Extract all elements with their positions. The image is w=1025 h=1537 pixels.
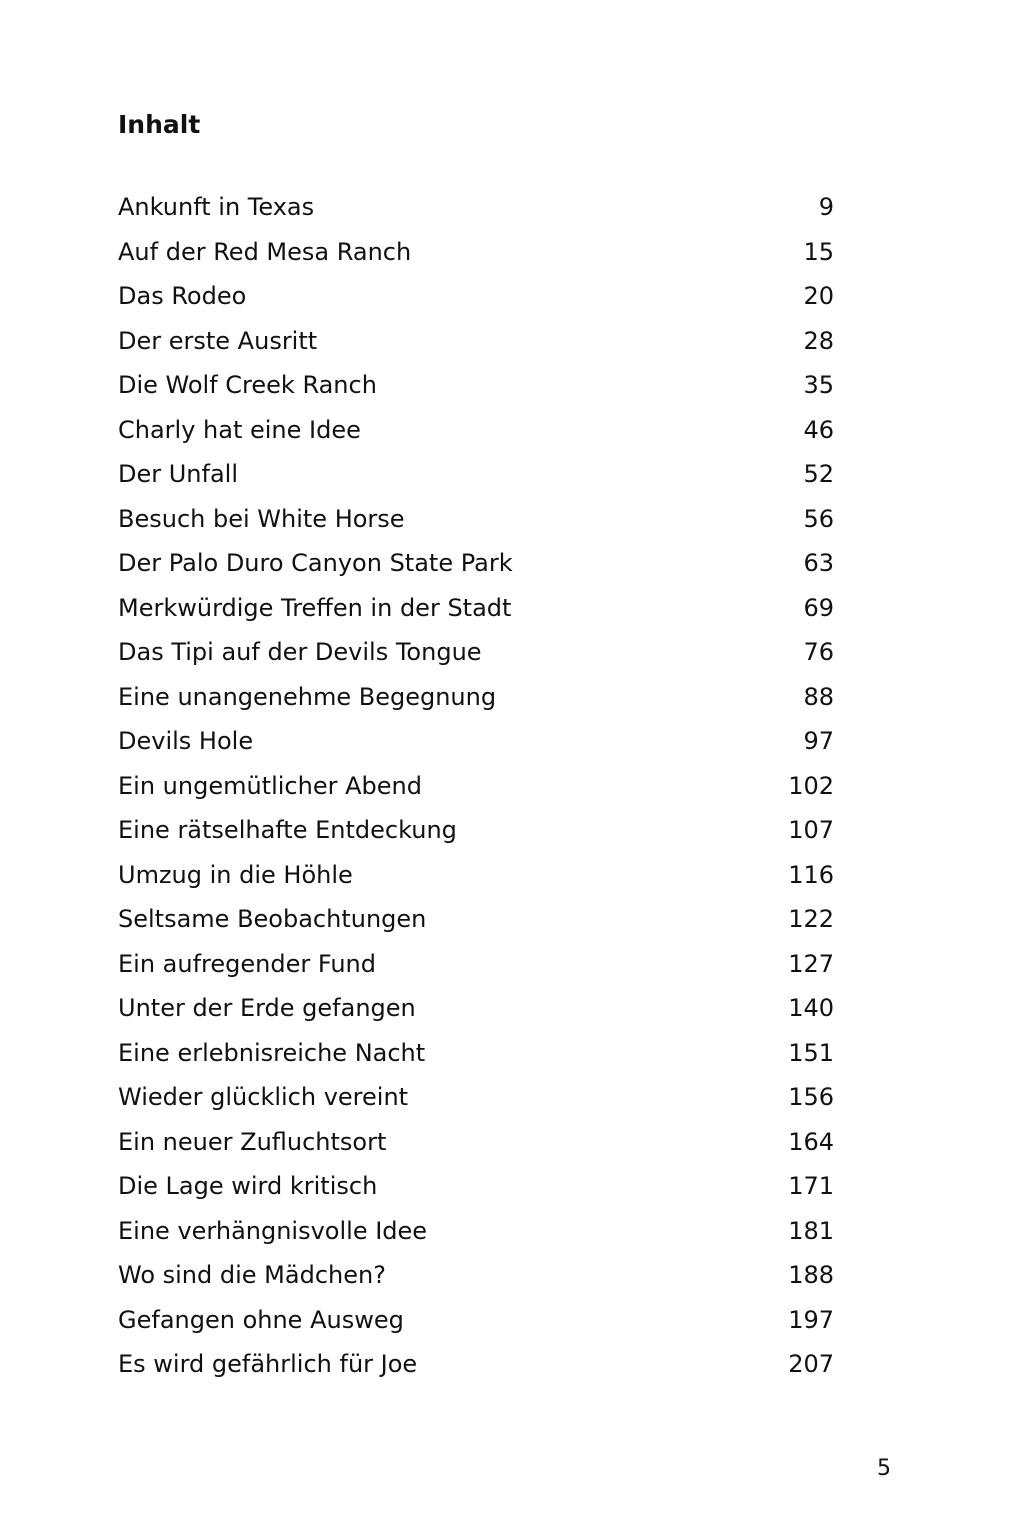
toc-entry-page: 122 <box>788 905 834 933</box>
toc-entry-title: Das Rodeo <box>118 282 247 310</box>
toc-entry-page: 188 <box>788 1261 834 1289</box>
toc-entry-page: 140 <box>788 994 834 1022</box>
toc-entry <box>118 1078 834 1123</box>
toc-entry <box>118 1034 834 1079</box>
toc-entry-title: Eine erlebnisreiche Nacht <box>118 1038 426 1067</box>
toc-entry-title: Die Lage wird kritisch <box>118 1172 378 1200</box>
toc-entry-page: 28 <box>803 326 834 355</box>
toc-entry <box>118 1301 834 1346</box>
toc-entry-page: 107 <box>788 816 834 844</box>
toc-entry-page: 116 <box>788 860 834 889</box>
toc-entry-page: 69 <box>803 593 834 622</box>
toc-entry-page: 97 <box>803 727 834 755</box>
toc-entry <box>118 544 834 589</box>
toc-heading: Inhalt <box>118 110 201 139</box>
toc-entry <box>118 455 834 500</box>
toc-entry <box>118 1123 834 1168</box>
toc-entry-title: Wieder glücklich vereint <box>118 1083 409 1111</box>
toc-entry-title: Seltsame Beobachtungen <box>118 905 427 933</box>
toc-entry-title: Der Unfall <box>118 460 239 488</box>
toc-entry-title: Auf der Red Mesa Ranch <box>118 237 412 266</box>
toc-entry <box>118 188 834 233</box>
toc-entry-page: 156 <box>788 1083 834 1111</box>
toc-entry <box>118 322 834 367</box>
toc-entry-title: Wo sind die Mädchen? <box>118 1261 386 1289</box>
toc-entry <box>118 411 834 456</box>
toc-entry-page: 164 <box>788 1127 834 1156</box>
toc-entry-page: 56 <box>803 504 834 533</box>
toc-entry-title: Ankunft in Texas <box>118 193 315 221</box>
toc-entry <box>118 900 834 945</box>
toc-entry <box>118 500 834 545</box>
toc-entry-page: 197 <box>788 1305 834 1334</box>
toc-entry-page: 207 <box>788 1350 834 1378</box>
page-number: 5 <box>877 1456 891 1481</box>
toc-entry-title: Eine rätselhafte Entdeckung <box>118 816 457 844</box>
toc-entry-page: 102 <box>788 771 834 800</box>
toc-entry <box>118 277 834 322</box>
toc-entry-page: 171 <box>788 1172 834 1200</box>
toc-entry-title: Merkwürdige Treffen in der Stadt <box>118 593 512 622</box>
toc-entry-title: Ein aufregender Fund <box>118 949 376 978</box>
toc-entry-page: 151 <box>788 1038 834 1067</box>
toc-entry-page: 88 <box>803 682 834 711</box>
toc-entry-page: 76 <box>803 638 834 666</box>
toc-entry <box>118 1212 834 1257</box>
toc-entry-title: Ein neuer Zufluchtsort <box>118 1127 387 1156</box>
toc-entry-title: Der Palo Duro Canyon State Park <box>118 549 513 577</box>
toc-entry <box>118 811 834 856</box>
toc-entry-title: Devils Hole <box>118 727 254 755</box>
toc-entry-page: 9 <box>818 193 834 221</box>
toc-entry-title: Die Wolf Creek Ranch <box>118 371 377 399</box>
toc-entry-page: 63 <box>803 549 834 577</box>
toc-entry-title: Ein ungemütlicher Abend <box>118 771 422 800</box>
toc-entry-title: Charly hat eine Idee <box>118 415 361 444</box>
toc-entry-title: Besuch bei White Horse <box>118 504 405 533</box>
toc-entry <box>118 1167 834 1212</box>
toc-entry <box>118 633 834 678</box>
toc-entry-page: 20 <box>803 282 834 310</box>
toc-entry-page: 35 <box>803 371 834 399</box>
toc-entry-page: 127 <box>788 949 834 978</box>
toc-entry <box>118 722 834 767</box>
toc-entry-title: Es wird gefährlich für Joe <box>118 1350 418 1378</box>
toc-entry-title: Unter der Erde gefangen <box>118 994 416 1022</box>
toc-entry-title: Umzug in die Höhle <box>118 860 353 889</box>
toc-entry-title: Eine verhängnisvolle Idee <box>118 1216 428 1245</box>
toc-entry-title: Eine unangenehme Begegnung <box>118 682 497 711</box>
toc-entry-title: Der erste Ausritt <box>118 326 318 355</box>
toc-entry-title: Das Tipi auf der Devils Tongue <box>118 638 482 666</box>
toc-entry <box>118 233 834 278</box>
toc-entry-title: Gefangen ohne Ausweg <box>118 1305 404 1334</box>
toc-entry <box>118 1345 834 1390</box>
toc-entry <box>118 1256 834 1301</box>
toc-entry-page: 46 <box>803 415 834 444</box>
toc-entry-page: 15 <box>803 237 834 266</box>
toc-entry <box>118 856 834 901</box>
table-of-contents <box>118 188 834 1390</box>
toc-entry <box>118 945 834 990</box>
toc-entry <box>118 989 834 1034</box>
toc-entry <box>118 366 834 411</box>
toc-entry <box>118 767 834 812</box>
toc-entry <box>118 678 834 723</box>
toc-entry <box>118 589 834 634</box>
toc-entry-page: 181 <box>788 1216 834 1245</box>
toc-entry-page: 52 <box>803 460 834 488</box>
